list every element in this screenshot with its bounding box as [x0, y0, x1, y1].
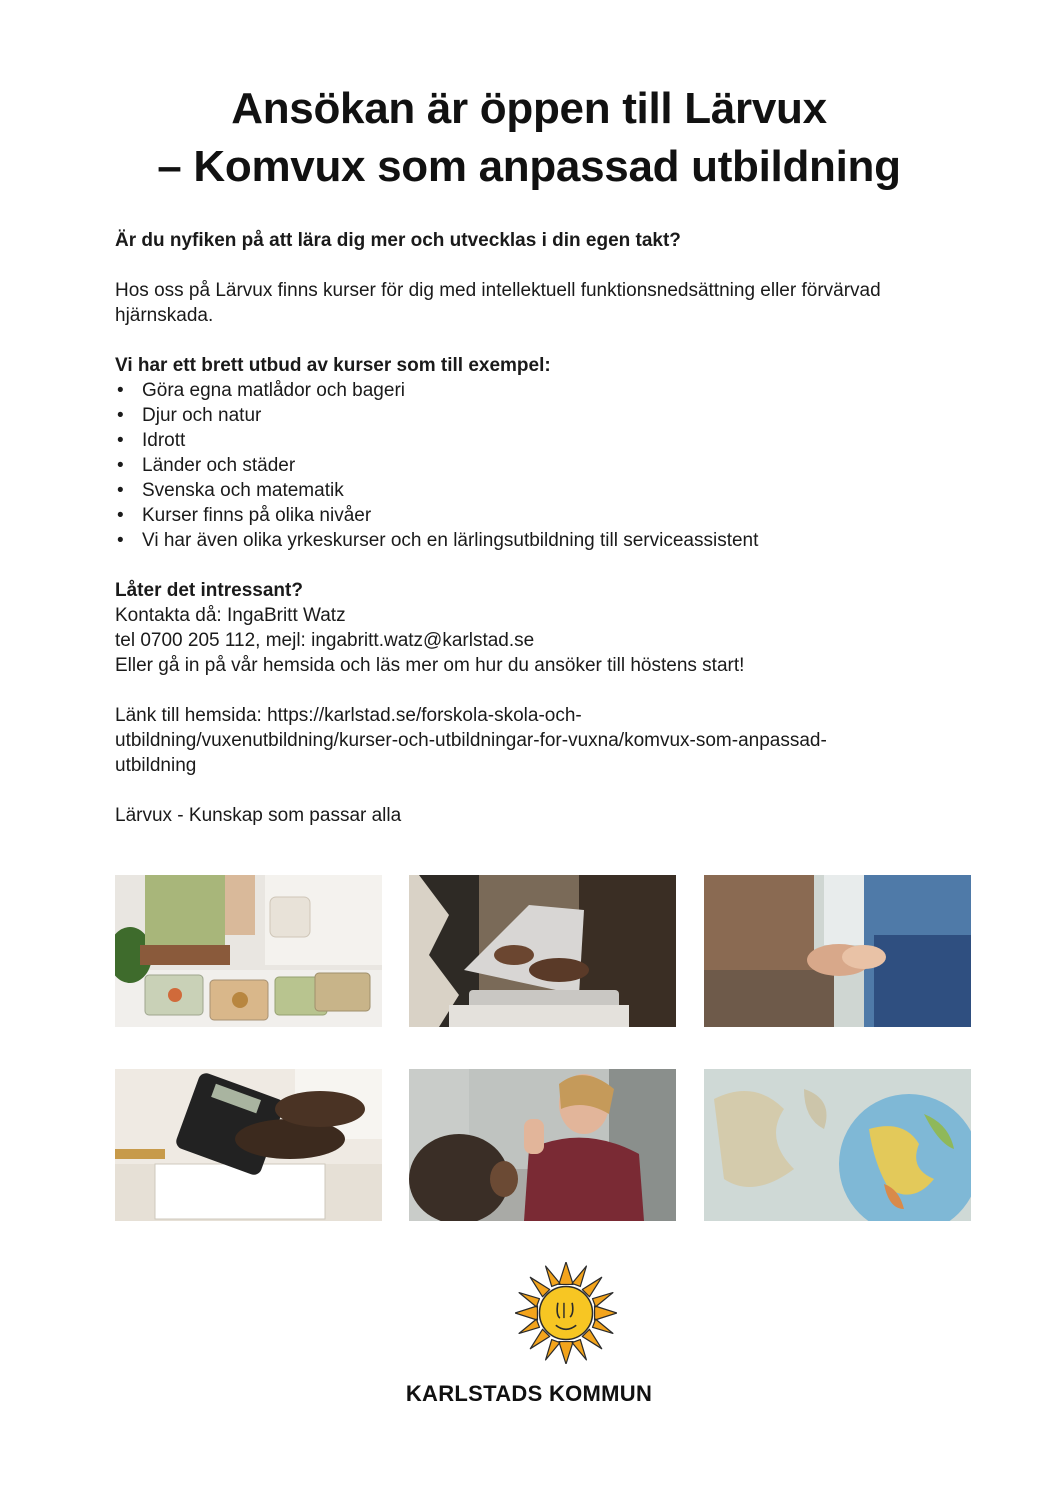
contact-details[interactable]: tel 0700 205 112, mejl: ingabritt.watz@karlstad.se [115, 630, 535, 651]
list-item: • Idrott [115, 428, 975, 453]
holding-hands-photo [704, 875, 971, 1027]
website-link-line-2[interactable]: utbildning/vuxenutbildning/kurser-och-utbildningar-for-vuxna/komvux-som-anpassad- [115, 730, 827, 751]
brand-name: KARLSTADS KOMMUN [405, 1381, 653, 1406]
laptop-photo [409, 875, 676, 1027]
courses-heading: Vi har ett brett utbud av kurser som till exempel: [115, 355, 551, 376]
list-item: • Länder och städer [115, 453, 975, 478]
meal-prep-photo [115, 875, 382, 1027]
sign-language-photo [409, 1069, 676, 1221]
list-item: • Svenska och matematik [115, 478, 975, 503]
list-item: • Göra egna matlådor och bageri [115, 378, 975, 403]
website-hint: Eller gå in på vår hemsida och läs mer om hur du ansöker till höstens start! [115, 655, 745, 676]
body-text [115, 228, 975, 828]
slogan: Lärvux - Kunskap som passar alla [115, 805, 402, 826]
page-title [0, 80, 1058, 196]
globe-photo [704, 1069, 971, 1221]
calculator-photo [115, 1069, 382, 1221]
website-link-line-3[interactable]: utbildning [115, 755, 197, 776]
title-line-1: Ansökan är öppen till Lärvux [231, 84, 827, 133]
contact-heading: Låter det intressant? [115, 580, 303, 601]
intro-question: Är du nyfiken på att lära dig mer och utvecklas i din egen takt? [115, 230, 681, 251]
list-item: • Kurser finns på olika nivåer [115, 503, 975, 528]
course-list [115, 378, 975, 553]
sun-logo-icon [515, 1262, 617, 1364]
contact-person: Kontakta då: IngaBritt Watz [115, 605, 346, 626]
intro-text: Hos oss på Lärvux finns kurser för dig med intellektuell funktionsnedsättning eller förvärvad hjärnskada. [115, 280, 881, 326]
list-item: • Djur och natur [115, 403, 975, 428]
list-item: • Vi har även olika yrkeskurser och en lärlingsutbildning till serviceassistent [115, 528, 975, 553]
website-link-line-1[interactable]: Länk till hemsida: https://karlstad.se/forskola-skola-och- [115, 705, 582, 726]
title-line-2: – Komvux som anpassad utbildning [157, 142, 901, 191]
